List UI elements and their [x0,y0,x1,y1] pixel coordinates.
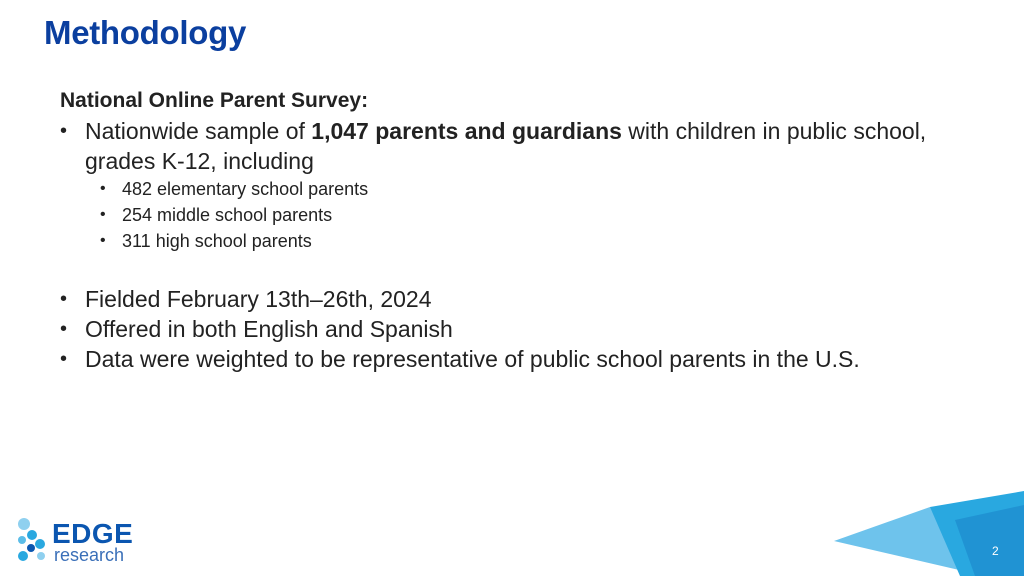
slide-title: Methodology [44,14,246,51]
bullet-text: Data were weighted to be representative of public school parents in the U.S. [85,346,860,372]
bullet-text-bold: 1,047 parents and guardians [311,118,622,144]
bullet-text-prefix: Nationwide sample of [85,118,312,144]
page-number: 2 [992,544,999,558]
bullet-dot-icon: • [100,180,106,197]
bullet-dot-icon: • [100,232,106,249]
section-heading: National Online Parent Survey: [60,89,369,112]
bullet-text: Offered in both English and Spanish [85,316,453,342]
bullet-text: Fielded February 13th–26th, 2024 [85,286,432,312]
bullet-dot-icon: • [100,206,106,223]
sub-bullet-text: 254 middle school parents [122,205,333,225]
sub-bullet-text: 311 high school parents [122,231,312,251]
bullet-dot-icon: • [60,120,68,142]
bullet-dot-icon: • [60,288,68,310]
logo-word-edge: EDGE [52,518,134,549]
logo-word-research: research [54,545,125,565]
sub-bullet-text: 482 elementary school parents [122,179,369,199]
bullet-dot-icon: • [60,318,68,340]
bullet-dot-icon: • [60,348,68,370]
bullet-text-suffix: with children in public school, grades K-12, including [85,118,927,174]
